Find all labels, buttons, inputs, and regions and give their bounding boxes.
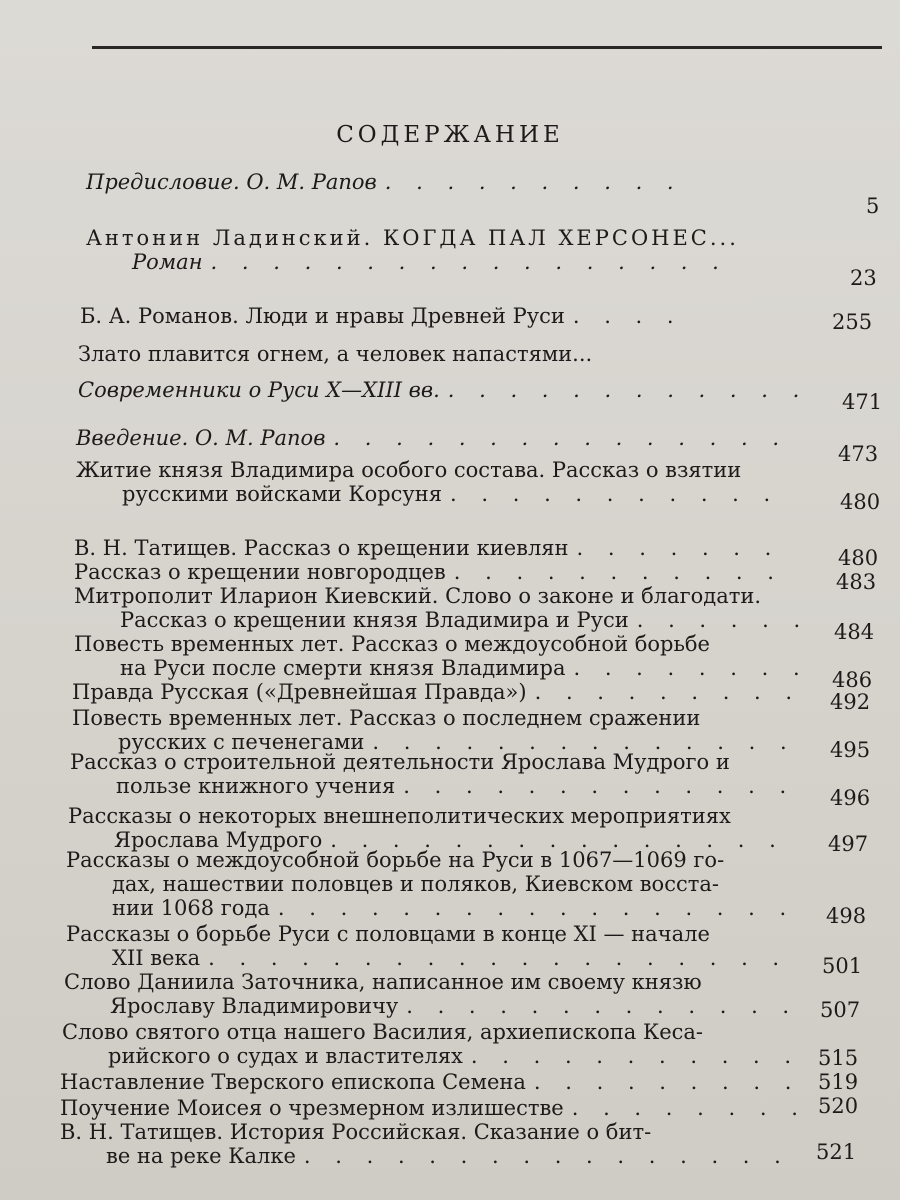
toc-entry: В. Н. Татищев. Рассказ о крещении киевлян . . . . . . . <box>74 536 781 560</box>
toc-entry-line: Современники о Руси X—XIII вв. <box>78 378 440 402</box>
toc-page-number: 519 <box>818 1070 859 1094</box>
toc-entry: Повесть временных лет. Рассказ о последнем сражении русских с печенегами . . . . . . . . . . . . . . <box>72 706 796 754</box>
toc-page-number: 473 <box>838 442 879 466</box>
toc-entry: Повесть временных лет. Рассказ о междоусобной борьбе на Руси после смерти князя Владимира . . . . . . . . <box>74 632 809 680</box>
toc-entry-line: Б. А. Романов. Люди и нравы Древней Руси <box>80 304 565 328</box>
toc-entry: Митрополит Иларион Киевский. Слово о законе и благодати. Рассказ о крещении князя Владимира и Руси . . . . . . <box>74 584 810 632</box>
toc-entry-line: рийского о судах и властителях <box>108 1044 463 1068</box>
page-title: СОДЕРЖАНИЕ <box>336 122 564 148</box>
toc-entry-line: Повесть временных лет. Рассказ о последнем сражении <box>72 706 701 730</box>
toc-entry: Введение. О. М. Рапов . . . . . . . . . . . . . . . <box>76 426 789 450</box>
toc-entry: Предисловие. О. М. Рапов . . . . . . . . . . <box>86 170 683 194</box>
toc-page-number: 501 <box>822 954 863 978</box>
toc-entry: Рассказ о крещении новгородцев . . . . . . . . . . . <box>74 560 783 584</box>
toc-entry-line: Ярославу Владимировичу <box>110 994 399 1018</box>
toc-entry-line: Правда Русская («Древнейшая Правда») <box>72 680 527 704</box>
toc-entry: Б. А. Романов. Люди и нравы Древней Руси . . . . <box>80 304 683 328</box>
toc-page-number: 484 <box>834 620 875 644</box>
toc-entry-line: ве на реке Калке <box>106 1144 296 1168</box>
toc-entry-line: Житие князя Владимира особого состава. Рассказ о взятии <box>76 458 742 482</box>
toc-page-number: 515 <box>818 1046 859 1070</box>
toc-page-number: 480 <box>840 490 881 514</box>
toc-entry: Рассказы о некоторых внешнеполитических мероприятиях Ярослава Мудрого . . . . . . . . . . . . . . . <box>68 804 785 852</box>
toc-page-number: 492 <box>830 690 871 714</box>
toc-entry-line: дах, нашествии половцев и поляков, Киевском восста- <box>112 872 719 896</box>
toc-page-number: 495 <box>830 738 871 762</box>
toc-page-number: 471 <box>842 390 883 414</box>
toc-page-number: 23 <box>850 266 877 290</box>
toc-entry-line: Антонин Ладинский. КОГДА ПАЛ ХЕРСОНЕС... <box>86 226 739 250</box>
toc-entry-line: на Руси после смерти князя Владимира <box>120 656 566 680</box>
toc-entry-line: Рассказ о строительной деятельности Ярослава Мудрого и <box>70 750 730 774</box>
top-rule <box>92 46 882 49</box>
toc-entry-line: В. Н. Татищев. Рассказ о крещении киевлян <box>74 536 569 560</box>
toc-entry: Житие князя Владимира особого состава. Рассказ о взятии русскими войсками Корсуня . . . . . . . . . . . <box>76 458 780 506</box>
toc-entry-line: Слово Даниила Заточника, написанное им своему князю <box>64 970 702 994</box>
toc-entry-line: Рассказ о крещении князя Владимира и Руси <box>120 608 629 632</box>
toc-page-number: 5 <box>866 194 880 218</box>
toc-entry-line: русскими войсками Корсуня <box>122 482 443 506</box>
toc-entry: Поучение Моисея о чрезмерном излишестве . . . . . . . . <box>60 1096 807 1120</box>
toc-entry-line: Рассказы о некоторых внешнеполитических мероприятиях <box>68 804 731 828</box>
toc-entry-line: XII века <box>112 946 201 970</box>
toc-page-number: 496 <box>830 786 871 810</box>
toc-entry-line: Наставление Тверского епископа Семена <box>60 1070 526 1094</box>
toc-page-number: 480 <box>838 546 879 570</box>
toc-entry: Слово святого отца нашего Василия, архиепископа Кеса- рийского о судах и властителях . . . . . . . . . . . <box>62 1020 801 1068</box>
toc-entry-line: Повесть временных лет. Рассказ о междоусобной борьбе <box>74 632 710 656</box>
toc-entry-line: В. Н. Татищев. История Российская. Сказание о бит- <box>60 1120 652 1144</box>
toc-page-number: 483 <box>836 570 877 594</box>
toc-page-number: 498 <box>826 904 867 928</box>
toc-page-number: 520 <box>818 1094 859 1118</box>
toc-entry-line: русских с печенегами <box>118 730 365 754</box>
toc-page-number: 521 <box>816 1140 857 1164</box>
toc-entry-line: Митрополит Иларион Киевский. Слово о законе и благодати. <box>74 584 762 608</box>
toc-entry-line: Ярослава Мудрого <box>114 828 323 852</box>
toc-entry: Рассказы о борьбе Руси с половцами в конце XI — начале XII века . . . . . . . . . . . . . . . . . . . <box>66 922 789 970</box>
toc-entry-line: Роман <box>132 250 203 274</box>
toc-entry-line: Поучение Моисея о чрезмерном излишестве <box>60 1096 564 1120</box>
toc-page-number: 507 <box>820 998 861 1022</box>
toc-entry: Слово Даниила Заточника, написанное им своему князю Ярославу Владимировичу . . . . . . . . . . . . . <box>64 970 799 1018</box>
toc-entry: Рассказы о междоусобной борьбе на Руси в 1067—1069 го- дах, нашествии половцев и поляков, Киевском восста- нии 1068 года . . . . . . . . . . . . . . . . . <box>66 848 796 920</box>
toc-entry-line: Рассказы о междоусобной борьбе на Руси в 1067—1069 го- <box>66 848 725 872</box>
toc-entry: Антонин Ладинский. КОГДА ПАЛ ХЕРСОНЕС... Роман . . . . . . . . . . . . . . . . . <box>86 226 739 274</box>
toc-entry-line: нии 1068 года <box>112 896 270 920</box>
toc-entry: Рассказ о строительной деятельности Ярослава Мудрого и пользе книжного учения . . . . . . . . . . . . . <box>70 750 796 798</box>
toc-page-number: 486 <box>832 668 873 692</box>
toc-entry-line: пользе книжного учения <box>116 774 396 798</box>
toc-page-number: 255 <box>832 310 873 334</box>
toc-entry-line: Рассказы о борьбе Руси с половцами в конце XI — начале <box>66 922 710 946</box>
toc-entry-line: Злато плавится огнем, а человек напастями... <box>78 342 593 366</box>
toc-entry: Злато плавится огнем, а человек напастями... Современники о Руси X—XIII вв. . . . . . . . . . . . . <box>78 342 809 402</box>
toc-entry: В. Н. Татищев. История Российская. Сказание о бит- ве на реке Калке . . . . . . . . . . . . . . . . <box>60 1120 790 1168</box>
toc-entry-line: Введение. О. М. Рапов <box>76 426 326 450</box>
toc-page-number: 497 <box>828 832 869 856</box>
toc-entry-line: Слово святого отца нашего Василия, архиепископа Кеса- <box>62 1020 704 1044</box>
toc-entry: Наставление Тверского епископа Семена . . . . . . . . . <box>60 1070 801 1094</box>
toc-entry-line: Рассказ о крещении новгородцев <box>74 560 446 584</box>
toc-entry-line: Предисловие. О. М. Рапов <box>86 170 377 194</box>
toc-entry: Правда Русская («Древнейшая Правда») . . . . . . . . . <box>72 680 802 704</box>
